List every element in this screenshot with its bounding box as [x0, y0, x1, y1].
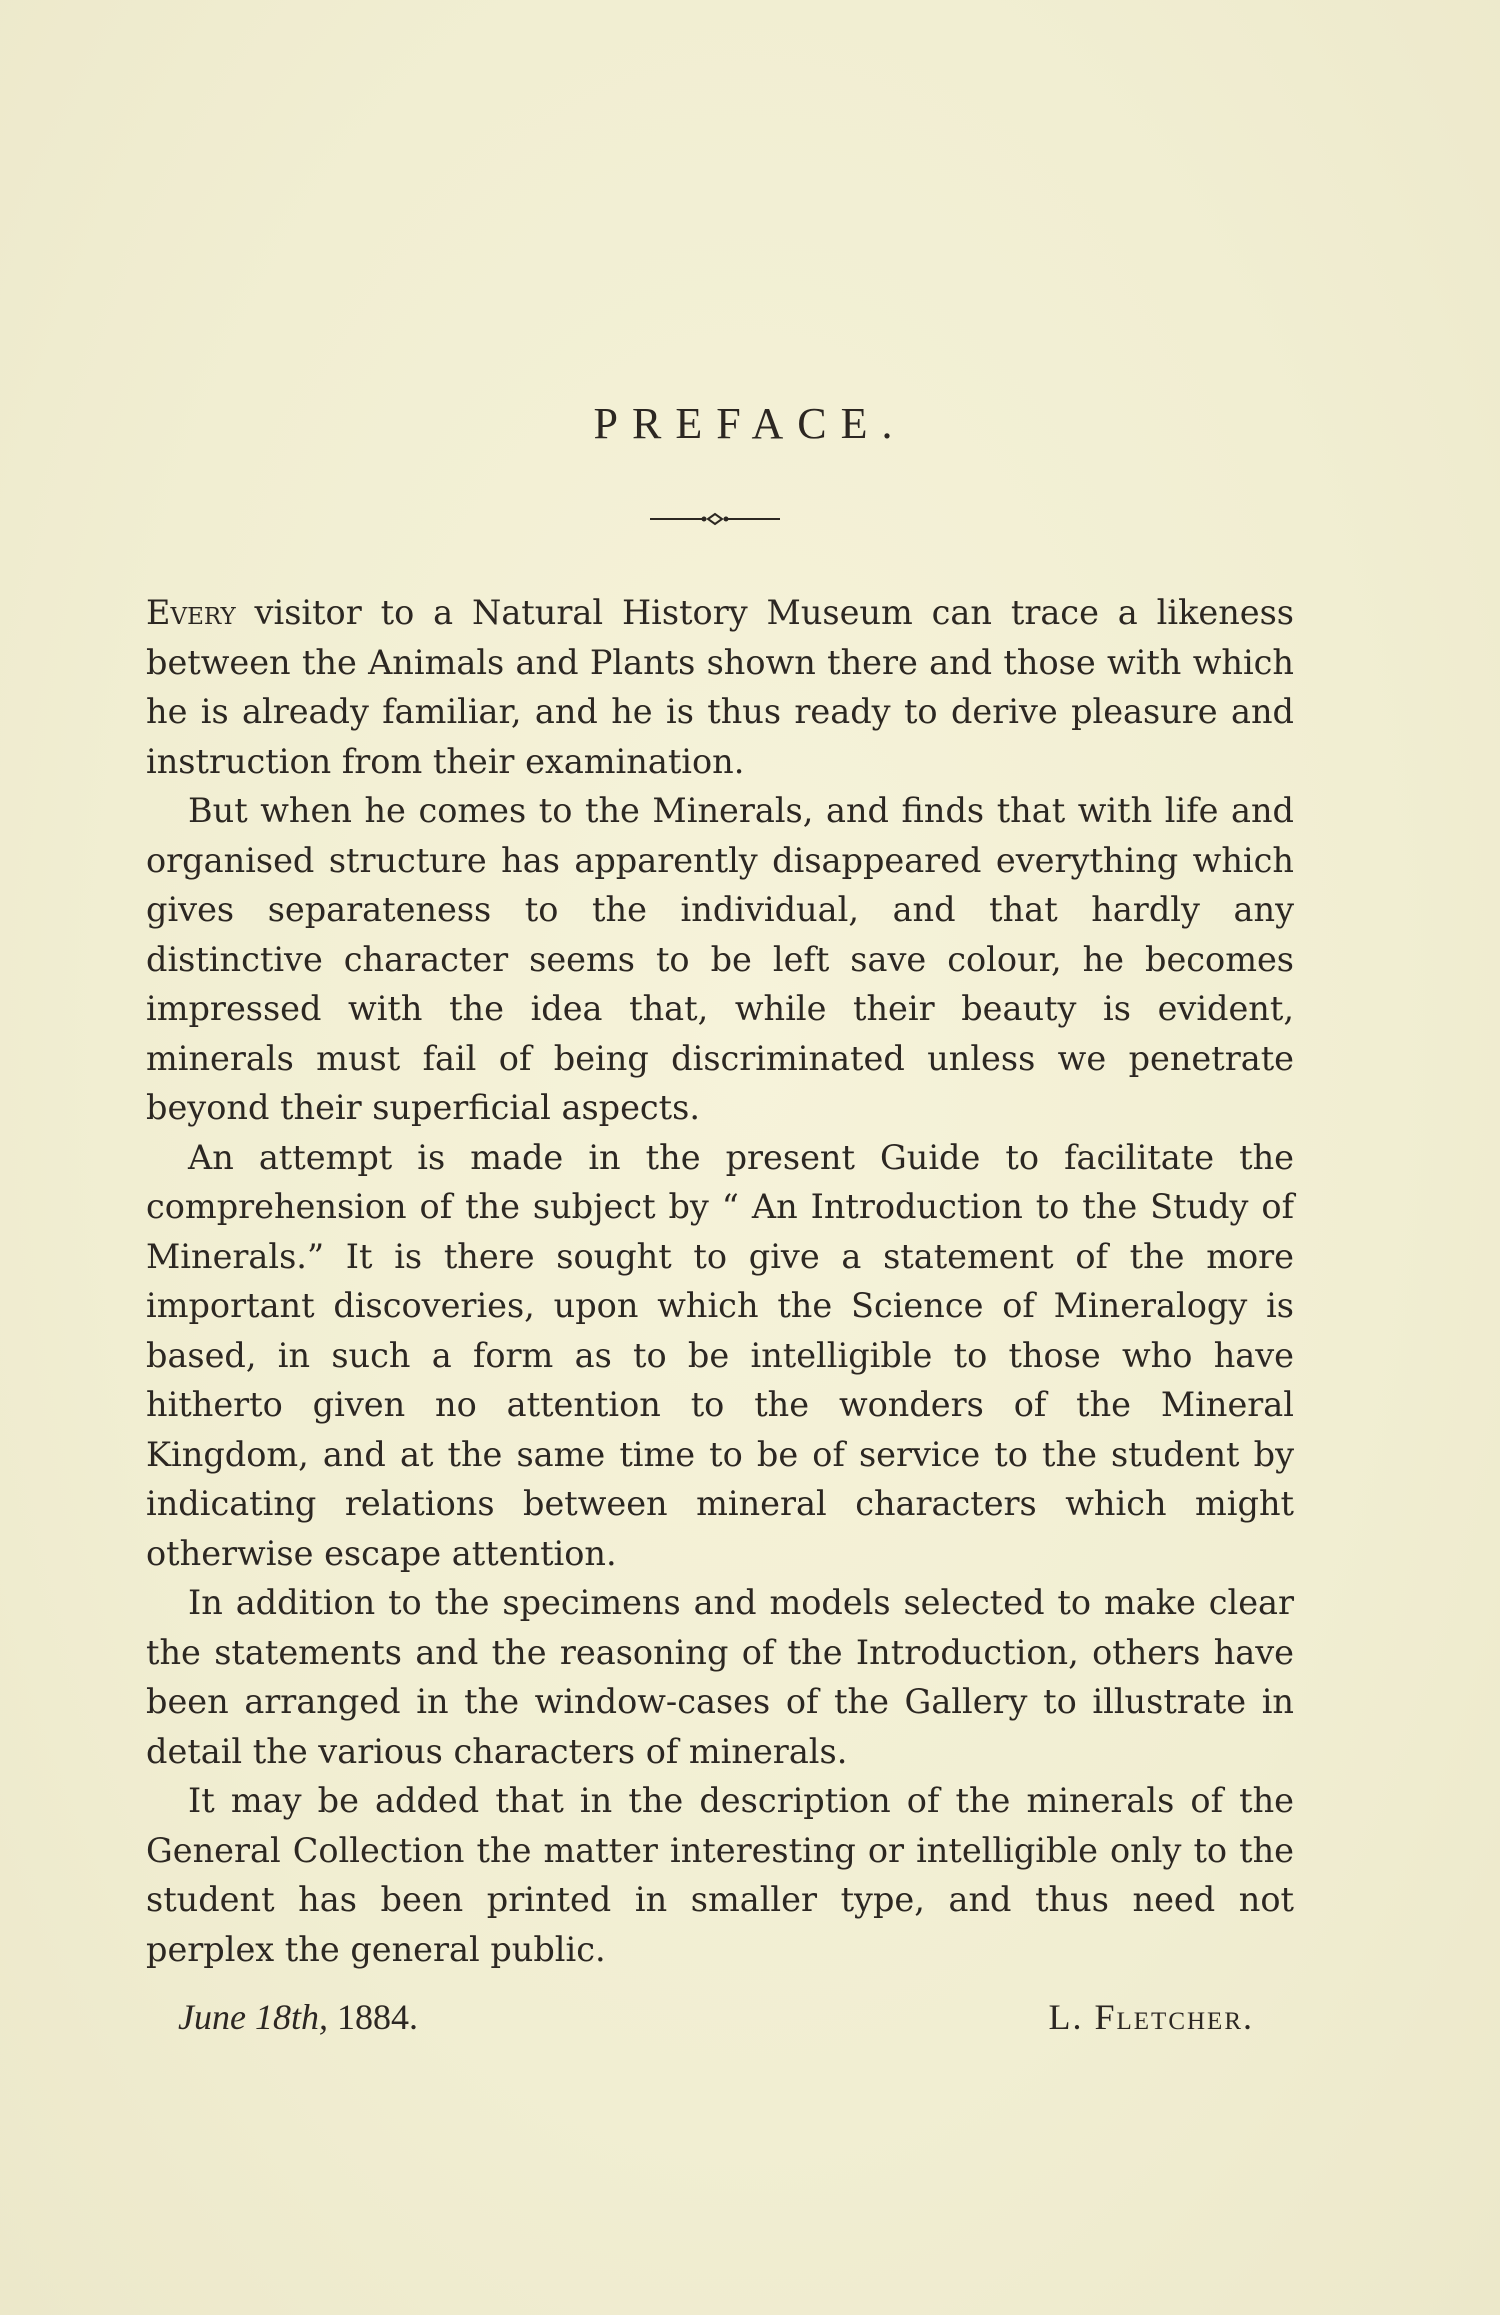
page-title: PREFACE. [593, 399, 907, 448]
date [178, 1996, 418, 2038]
lead-word: Every [146, 593, 236, 632]
date-month: June 18th, [178, 1997, 328, 2037]
author: L. Fletcher. [1048, 1997, 1254, 2037]
paragraph-5: It may be added that in the description of the minerals of the General Collection the matter interesting or intelligible only to the student has been printed in smaller type, and thus need not perplex the general public. [146, 1781, 1294, 1969]
paragraph-2: But when he comes to the Minerals, and finds that with life and organised structure has apparently disappeared everything which gives separateness to the individual, and that hardly any distinctive character seems to be left save colour, he becomes impressed with the idea that, while their beauty is evident, minerals must fail of being discriminated unless we penetrate beyond their superficial aspects. [146, 791, 1294, 1127]
paragraph-4: In addition to the specimens and models selected to make clear the statements and the reasoning of the Introduction, others have been arranged in the window-cases of the Gallery to illustrate in detail the various characters of minerals. [146, 1583, 1294, 1771]
date-year: 1884. [327, 1997, 418, 2037]
paragraph-3: An attempt is made in the present Guide to facilitate the comprehension of the subject by “ An Introduction to the Study of Minerals.” It is there sought to give a statement of the more important discoveries, upon which the Science of Mineralogy is based, in such a form as to be intelligible to those who have hitherto given no attention to the wonders of the Mineral Kingdom, and at the same time to be of service to the student by indicating relations between mineral characters which might otherwise escape attention. [146, 1137, 1294, 1573]
signature-line [178, 1996, 1254, 2046]
ornament-rule-icon [650, 511, 780, 527]
paragraph-1 [146, 588, 1294, 786]
paragraph-1-text: visitor to a Natural History Museum can trace a likeness between the Animals and Plants shown there and those with which he is already familiar, and he is thus ready to derive pleasure and instruction from their examination. [146, 593, 1294, 781]
preface-body [146, 588, 1294, 1974]
